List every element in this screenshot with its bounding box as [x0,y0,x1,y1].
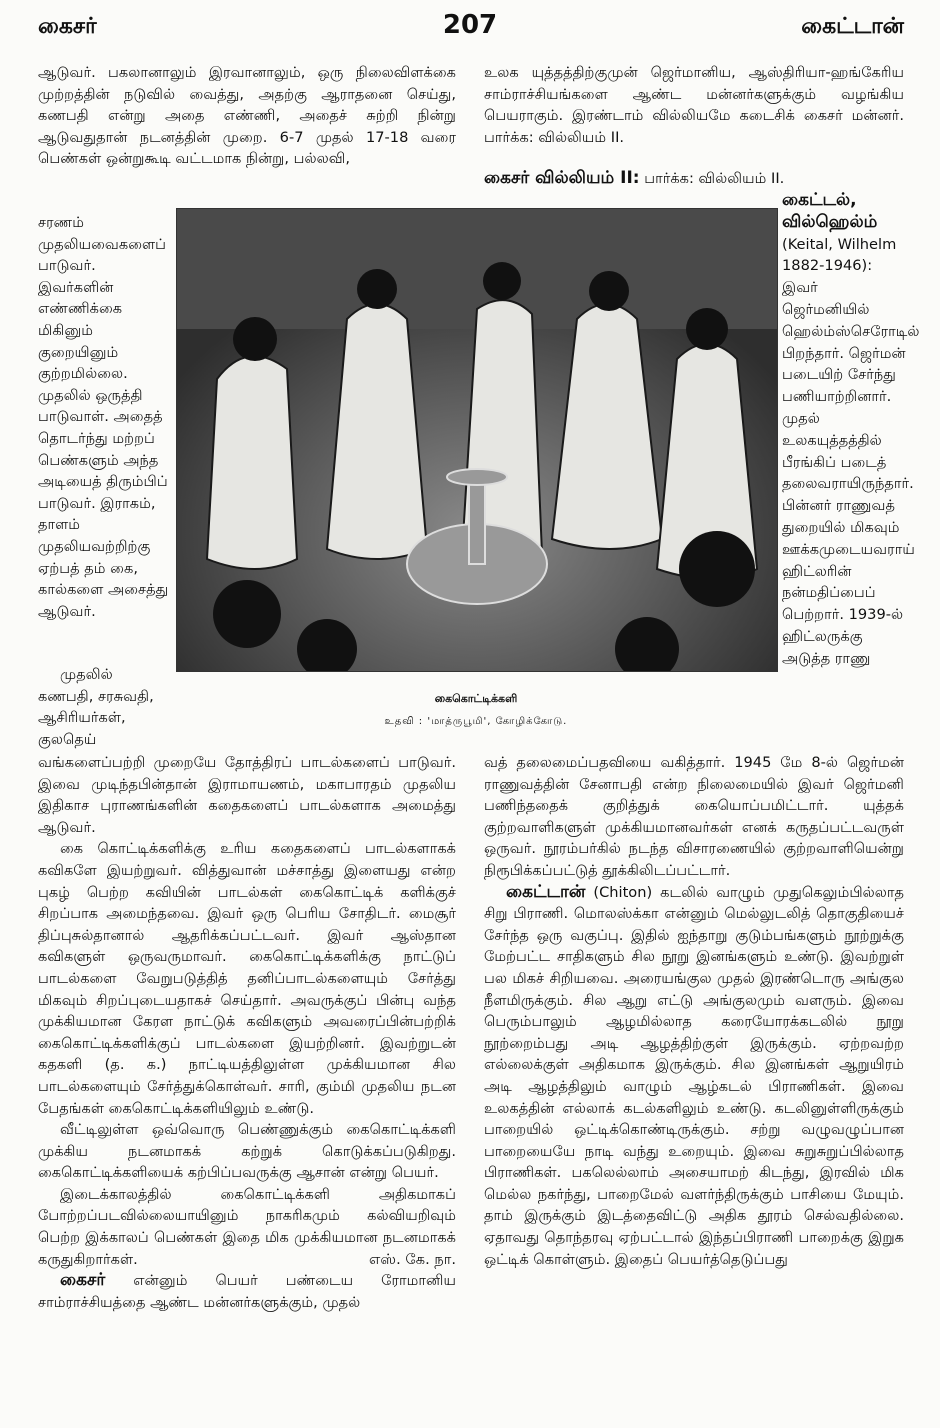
running-head-right: கைட்டான் [801,14,904,39]
paragraph: ஆடுவர். பகலானாலும் இரவானாலும், ஒரு நிலைவிளக்கை முற்றத்தின் நடுவில் வைத்து, அதற்கு ஆராதனை செய்து, கணபதி என்று அதை எண்ணி, அதைச் சுற்றி நின்று ஆடுவதுதான் நடனத்தின் முறை. 6-7 முதல் 17-18 வரை பெண்கள் ஒன்றுகூடி வட்டமாக நின்று, பல்லவி, [38,64,456,168]
entry-kaisar-william [484,168,904,190]
entry-headword: கைட்டல், வில்ஹெல்ம் [782,190,878,232]
left-narrow-column [38,212,172,622]
running-head-left: கைசர் [38,14,97,39]
photo-credit: உதவி : 'மாத்ருபூமி', கோழிக்கோடு. [384,716,568,727]
latin-name: (Chiton) [593,883,653,901]
dance-photograph [176,208,778,672]
author-signature: எஸ். கே. நா. [369,1250,456,1268]
paragraph: வத் தலைமைப்பதவியை வகித்தார். 1945 மே 8-ல் ஜெர்மன் ராணுவத்தின் சேனாபதி என்ற நிலைமையில் இவர் ஜெர்மனி பணிந்ததைக் குறித்துக் கையொப்பமிட்டார். யுத்தக் குற்றவாளிகளுள் முக்கியமானவர்கள் எனக் கருதப்பட்டவருள் ஒருவர். நூரம்பர்கில் நடந்த விசாரணையில் குற்றவாளியென்று நிரூபிக்கப்பட்டுத் தூக்கிலிடப்பட்டார். [484,754,904,879]
paragraph: இடைக்காலத்தில் கைகொட்டிக்களி அதிகமாகப் போற்றப்படவில்லையாயினும் நாகரிகமும் கல்வியறிவும் பெற்ற இக்காலப் பெண்கள் இதை மிக முக்கியமான நடனமாகக் கருதுகிறார்கள். எஸ். கே. நா. [38,1184,456,1270]
entry-headword: கைசர் வில்லியம் II: [484,168,640,188]
entry-kaisar: கைசர் என்னும் பெயர் பண்டைய ரோமானிய சாம்ராச்சியத்தை ஆண்ட மன்னர்களுக்கும், முதல் [38,1270,456,1311]
entry-headword: கைட்டான் [506,881,586,902]
paragraph: வங்களைப்பற்றி முறையே தோத்திரப் பாடல்களைப் பாடுவர். இவை முடிந்தபின்தான் இராமாயணம், மகாபாரதம் முதலிய இதிகாச புராணங்களின் கதைகளைப் பாடல்களாக அமைத்து ஆடுவர். [38,754,456,836]
left-column-top [38,62,456,170]
entry-keitel [782,190,920,670]
latin-name: (Keital, Wilhelm 1882-1946): [782,235,897,275]
paragraph: சரணம் முதலியவைகளைப் பாடுவர். இவர்களின் எண்ணிக்கை மிகினும் குறையினும் குற்றமில்லை. முதலில் ஒருத்தி பாடுவாள். அதைத் தொடர்ந்து மற்றப் பெண்களும் அந்த அடியைத் திரும்பிப் பாடுவர். இராகம், தாளம் முதலியவற்றிற்கு ஏற்பத் தம் கை, கால்களை அசைத்து ஆடுவர். [38,214,169,620]
right-column-bottom [484,752,904,1270]
left-narrow-column-2 [38,664,172,750]
cross-reference: பார்க்க: வில்லியம் II. [644,170,785,187]
photo-caption: கைகொட்டிக்களி [434,692,518,705]
entry-chiton: கைட்டான் (Chiton) கடலில் வாழும் முதுகெலும்பில்லாத சிறு பிராணி. மொலஸ்க்கா என்னும் மெல்லுடலித் தொகுதியைச் சேர்ந்த ஒரு வகுப்பு. இதில் ஐந்தாறு குடும்பங்களும் நூற்றுக்கு மேற்பட்ட சாதிகளும் சில நூறு இனங்களும் உண்டு. இவற்றுள் பல மிகச் சிறியவை. அரையங்குல முதல் இரண்டொரு அங்குல நீளமிருக்கும். சில ஆறு எட்டு அங்குலமும் வளரும். இவை பெரும்பாலும் ஆழமில்லாத கரையோரக்கடலில் நூறு நூற்றைம்பது அடி ஆழத்திற்குள் இருக்கும். ஏற்றவற்ற எல்லைக்குள் அதிகமாக இருக்கும். சில இனங்கள் ஆறுயிரம் அடி ஆழத்திலும் வாழும் ஆழ்கடல் பிராணிகள். இவை உலகத்தின் எல்லாக் கடல்களிலும் உண்டு. கடலினுள்ளிருக்கும் பாறையில் ஒட்டிக்கொண்டிருக்கும். சற்று வழுவழுப்பான பாறையையே நாடி வந்து உறையும். இவை சுறுசுறுப்பில்லாத பிராணிகள். பகலெல்லாம் அசையாமற் கிடந்து, இரவில் மிக மெல்ல நகர்ந்து, பாறைமேல் வளர்ந்திருக்கும் பாசியை மேயும். தாம் இருக்கும் இடத்தைவிட்டு அதிக தூரம் செல்வதில்லை. ஏதாவது தொந்தரவு ஏற்பட்டால் இந்தப்பிராணி பாறைக்கு இறுக ஒட்டிக் கொள்ளும். இதைப் பெயர்த்தெடுப்பது [484,881,905,1268]
paragraph: வீட்டிலுள்ள ஒவ்வொரு பெண்ணுக்கும் கைகொட்டிக்களி முக்கிய நடனமாகக் கற்றுக் கொடுக்கப்படுகிறது. கைகொட்டிக்களியைக் கற்பிப்பவருக்கு ஆசான் என்று பெயர். [38,1121,456,1182]
page-number: 207 [442,10,498,40]
left-column-bottom [38,752,456,1313]
entry-headword: கைசர் [60,1270,106,1291]
paragraph: முதலில் கணபதி, சரசுவதி, ஆசிரியர்கள், குலதெய் [38,666,154,748]
entry-text: இவர் ஜெர்மனியில் ஹெல்ம்ஸ்செரோடில் பிறந்தார். ஜெர்மன் படையிற் சேர்ந்து பணியாற்றினார். முதல் உலகயுத்தத்தில் பீரங்கிப் படைத் தலைவராயிருந்தார். பின்னர் ராணுவத் துறையில் மிகவும் ஊக்கமுடையவராய் ஹிட்லரின் நன்மதிப்பைப் பெற்றார். 1939-ல் ஹிட்லருக்கு அடுத்த ராணு [782,279,920,667]
paragraph: கை கொட்டிக்களிக்கு உரிய கதைகளைப் பாடல்களாகக் கவிகளே இயற்றுவர். வித்துவான் மச்சாத்து இளையது என்ற புகழ் பெற்ற கவியின் பாடல்கள் கைகொட்டிக் களிக்குச் சிறப்பாக அமைந்தவை. இவர் ஒரு பெரிய சோதிடர். மைசூர் திப்புசுல்தானால் ஆதரிக்கப்பட்டவர். இவர் ஆஸ்தான கவிகளுள் ஒருவருமாவர். கைகொட்டிக்களிக்கு நாட்டுப் பாடல்களை வேறுபடுத்தித் தனிப்பாடல்களையும் சேர்த்து மிகவும் சிறப்புடையதாகச் செய்தார். அவருக்குப் பின்பு வந்த முக்கியமான கேரள நாட்டுக் கவிகளும் அவரைப்பின்பற்றிக் கைகொட்டிக்களிக்குப் பாடல்களை இயற்றினர். இவற்றுடன் கதகளி (த. க.) நாட்டியத்திலுள்ள முக்கியமான சில பாடல்களையும் சேர்த்துக்கொள்வர். சாரி, கும்மி முதலிய நடன பேதங்கள் கைகொட்டிக்களியிலும் உண்டு. [38,840,456,1117]
right-column-top [484,62,904,148]
paragraph: உலக யுத்தத்திற்குமுன் ஜெர்மானிய, ஆஸ்திரியா-ஹங்கேரிய சாம்ராச்சியங்களை ஆண்ட மன்னர்களுக்கும் வழங்கிய பெயராகும். இரண்டாம் வில்லியமே கடைசிக் கைசர் மன்னர். பார்க்க: வில்லியம் II. [484,64,904,146]
